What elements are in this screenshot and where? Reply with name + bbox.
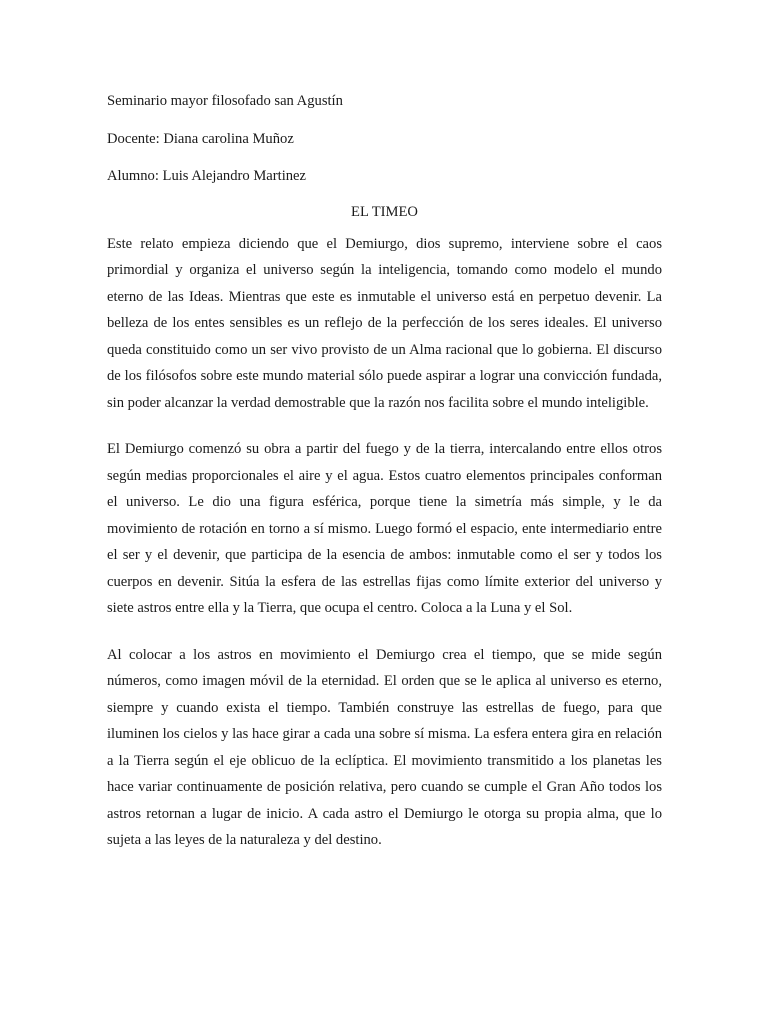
paragraph-1: Este relato empieza diciendo que el Demiurgo, dios supremo, interviene sobre el caos primordial y organiza el universo según la inteligencia, tomando como modelo el mundo eterno de las Ideas. Mientras que este es inmutable el universo está en perpetuo devenir. La belleza de los entes sensibles es un reflejo de la perfección de los seres ideales. El universo queda constituido como un ser vivo provisto de un Alma racional que lo gobierna. El discurso de los filósofos sobre este mundo material sólo puede aspirar a lograr una convicción fundada, sin poder alcanzar la verdad demostrable que la razón nos facilita sobre el mundo inteligible. <box>107 235 662 411</box>
document-body <box>107 88 662 874</box>
document-title: EL TIMEO <box>351 203 418 220</box>
paragraph-3: Al colocar a los astros en movimiento el Demiurgo crea el tiempo, que se mide según números, como imagen móvil de la eternidad. El orden que se le aplica al universo es eterno, siempre y cuando exista el tiempo. También construye las estrellas de fuego, para que iluminen los cielos y las hace girar a cada una sobre sí misma. La esfera entera gira en relación a la Tierra según el eje oblicuo de la eclíptica. El movimiento transmitido a los planetas les hace variar continuamente de posición relativa, pero cuando se cumple el Gran Año todos los astros retornan a lugar de inicio. A cada astro el Demiurgo le otorga su propia alma, que lo sujeta a las leyes de la naturaleza y del destino. <box>107 646 662 848</box>
teacher-line: Docente: Diana carolina Muñoz <box>107 130 294 147</box>
institution-line: Seminario mayor filosofado san Agustín <box>107 93 343 109</box>
student-line: Alumno: Luis Alejandro Martinez <box>107 168 307 184</box>
paragraph-2: El Demiurgo comenzó su obra a partir del fuego y de la tierra, intercalando entre ellos otros según medias proporcionales el aire y el agua. Estos cuatro elementos principales conforman el universo. Le dio una figura esférica, porque tiene la simetría más simple, y le da movimiento de rotación en torno a sí mismo. Luego formó el espacio, ente intermediario entre el ser y el devenir, que participa de la esencia de ambos: inmutable como el ser y todos los cuerpos en devenir. Sitúa la esfera de las estrellas fijas como límite exterior del universo y siete astros entre ella y la Tierra, que ocupa el centro. Coloca a la Luna y el Sol. <box>107 441 662 616</box>
